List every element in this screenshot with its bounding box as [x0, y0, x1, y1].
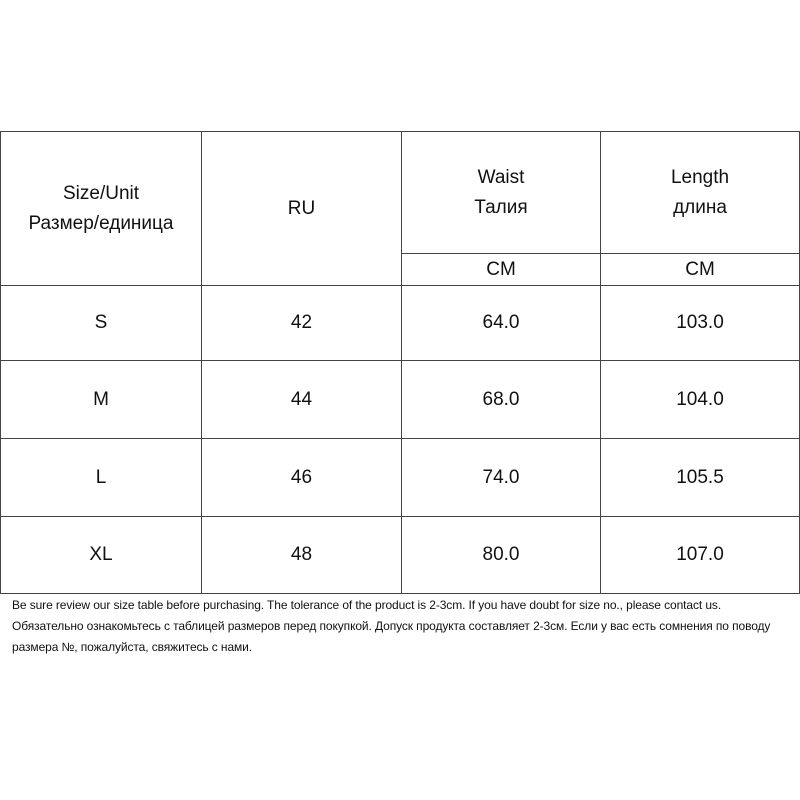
header-length-unit	[601, 254, 799, 285]
cell-size: M	[93, 388, 109, 410]
cell-ru: 48	[290, 544, 313, 565]
header-waist-unit	[402, 254, 600, 285]
header-waist-ru: Талия	[474, 196, 528, 218]
cell-ru: 44	[290, 388, 313, 410]
cell-waist: 74.0	[482, 466, 520, 488]
header-length-ru: длина	[673, 196, 727, 218]
note-line-ru-continued: размера №, пожалуйста, свяжитесь с нами.	[12, 640, 253, 654]
cell-ru: 42	[290, 312, 313, 333]
cell-length: 105.5	[676, 466, 724, 488]
cell-length: 107.0	[676, 544, 724, 565]
cell-size: L	[95, 466, 107, 488]
cell-ru: 46	[290, 466, 313, 488]
cell-size: S	[94, 312, 108, 333]
note-line-ru: Обязательно ознакомьтесь с таблицей размеров перед покупкой. Допуск продукта составляет 2-3см. Если у вас есть сомнения по поводу	[12, 619, 771, 633]
header-size-unit-ru: Размер/единица	[28, 212, 174, 234]
cell-waist: 64.0	[482, 312, 520, 333]
header-length-en: Length	[670, 166, 730, 188]
header-length	[601, 132, 799, 253]
size-table	[0, 131, 800, 594]
header-size-unit-en: Size/Unit	[62, 182, 140, 204]
cell-length: 104.0	[676, 388, 724, 410]
cell-waist: 68.0	[482, 388, 520, 410]
note-line-en: Be sure review our size table before purchasing. The tolerance of the product is 2-3cm. If you have doubt for size no., please contact us.	[12, 598, 722, 612]
header-size-unit	[1, 132, 201, 285]
header-waist	[402, 132, 600, 253]
cell-size: XL	[89, 544, 113, 565]
cell-waist: 80.0	[482, 544, 520, 565]
waist-unit-label: CM	[486, 258, 516, 280]
cell-length: 103.0	[676, 312, 724, 333]
header-ru	[202, 132, 401, 285]
header-waist-en: Waist	[477, 166, 525, 188]
length-unit-label: CM	[685, 258, 715, 280]
header-ru-label: RU	[287, 197, 316, 219]
